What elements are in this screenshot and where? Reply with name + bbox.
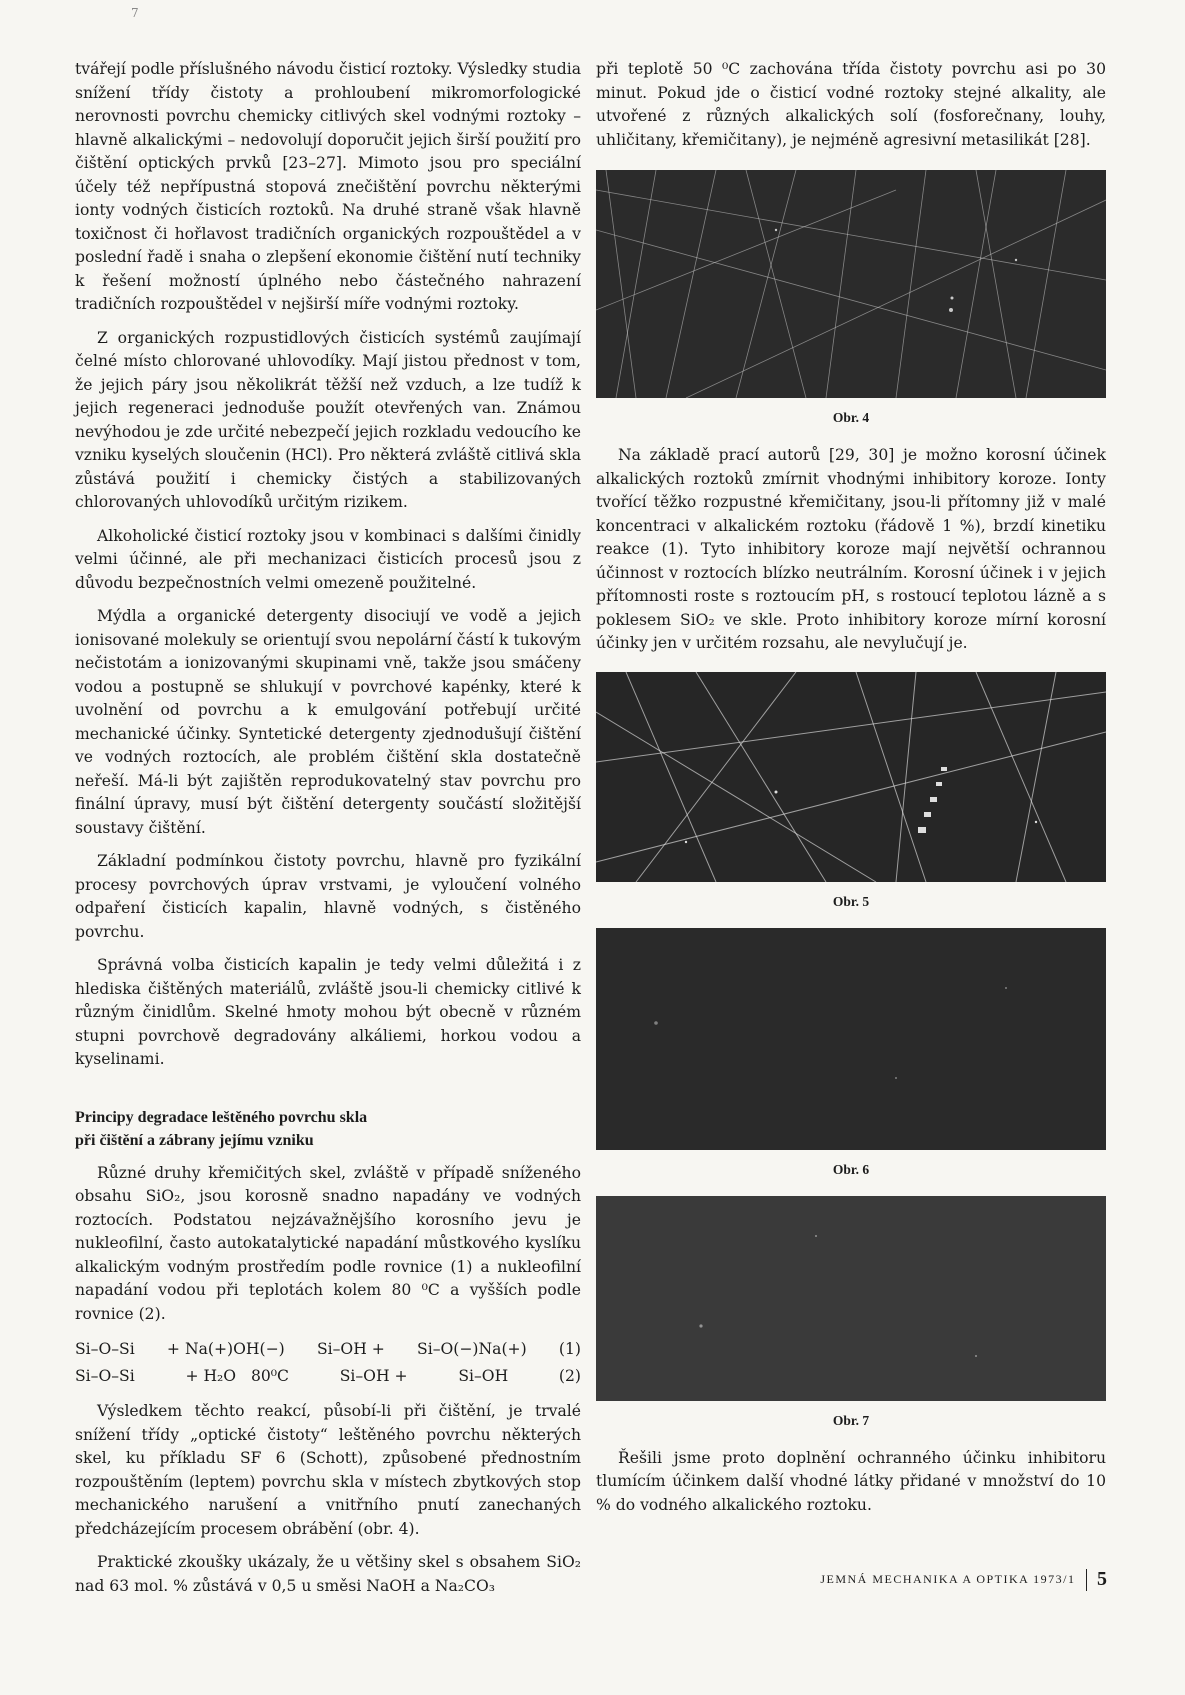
journal-name: JEMNÁ MECHANIKA A OPTIKA 1973/1 <box>820 1572 1076 1586</box>
equation-rhs: Si–O(−)Na(+) <box>417 1340 527 1358</box>
paragraph: Mýdla a organické detergenty disociují ve vodě a jejich ionisované molekuly se orientují svou nepolární částí k tukovým nečistotám a ionizovanými skupinami vně, takže jsou smáčeny vodou a postupně se shlukují v povrchové kapénky, které k uvolnění od povrchu a k emulgování potřebují určité mechanické účinky. Syntetické detergenty zjednodušují čištění ve vodných roztocích, ale problém čištění skla dostatečně neřeší. Má-li být zajištěn reprodukovatelný stav povrchu pro finální úpravy, musí být čištění detergenty součástí složitější soustavy čištění. <box>75 607 581 837</box>
equation-2 <box>75 1363 581 1390</box>
figure-5-caption: Obr. 5 <box>832 893 870 909</box>
equation-rhs: Si–OH <box>458 1367 509 1385</box>
figure-7 <box>596 1196 1106 1429</box>
figure-5-photo <box>596 672 1106 882</box>
right-column <box>596 58 1106 1527</box>
scratch-texture <box>596 170 1106 398</box>
footer-divider <box>1086 1569 1088 1591</box>
equation-mid: Si–OH + <box>339 1367 408 1385</box>
photo-texture <box>596 928 1106 1150</box>
page-number: 5 <box>1097 1568 1107 1590</box>
paragraph: Správná volba čisticích kapalin je tedy velmi důležitá i z hlediska čištěných materiálů, zvláště jsou-li chemicky citlivé k různým činidlům. Skelné hmoty mohou být obecně v různém stupni povrchově degradovány alkáliemi, horkou vodou a kyselinami. <box>75 956 581 1068</box>
figure-6-photo <box>596 928 1106 1150</box>
equation-lhs: Si–O–Si <box>75 1340 135 1358</box>
paragraph: Řešili jsme proto doplnění ochranného účinku inhibitoru tlumícím účinkem další vhodné látky přidané v množství do 10 % do vodného alkalického roztoku. <box>596 1448 1106 1514</box>
equation-number: (2) <box>558 1367 581 1385</box>
page-mark: 7 <box>131 6 139 20</box>
paragraph: Praktické zkoušky ukázaly, že u většiny skel s obsahem SiO₂ nad 63 mol. % zůstává v 0,5 u směsi NaOH a Na₂CO₃ <box>75 1553 581 1595</box>
equation-op: + Na(+)OH(−) <box>166 1340 285 1358</box>
paragraph: Různé druhy křemičitých skel, zvláště v případě sníženého obsahu SiO₂, jsou korosně snadno napadány ve vodných roztocích. Podstatou nejzávažnějšího korosního jevu je nukleofilní, často autokatalytické napadání můstkového kyslíku alkalickým vodným prostředím podle rovnice (1) a nukleofilní napadání vodou při teplotách kolem 80 ⁰C a vyšších podle rovnice (2). <box>75 1163 581 1323</box>
section-heading-line: při čištění a zábrany jejímu vzniku <box>75 1131 314 1149</box>
equation-op: + H₂O 80⁰C <box>185 1367 289 1385</box>
scratch-texture <box>596 672 1106 882</box>
section-heading-line: Principy degradace leštěného povrchu skla <box>75 1108 368 1126</box>
figure-7-photo <box>596 1196 1106 1401</box>
equation-number: (1) <box>558 1340 581 1358</box>
figure-5 <box>596 672 1106 910</box>
paragraph: Alkoholické čisticí roztoky jsou v kombinaci s dalšími činidly velmi účinné, ale při mechanizaci čisticích procesů jsou z důvodu bezpečnostních velmi omezeně použitelné. <box>75 526 581 592</box>
left-column <box>75 58 581 1608</box>
paragraph: Základní podmínkou čistoty povrchu, hlavně pro fyzikální procesy povrchových úprav vrstvami, je vyloučení volného odpaření čisticích kapalin, hlavně vodných, s čistěného povrchu. <box>75 852 581 941</box>
figure-4-caption: Obr. 4 <box>832 410 870 425</box>
equations <box>75 1336 581 1390</box>
equation-1 <box>75 1336 581 1363</box>
paragraph: Z organických rozpustidlových čisticích systémů zaujímají čelné místo chlorované uhlovodíky. Mají jistou přednost v tom, že jejich páry jsou několikrát těžší než vzduch, a lze tudíž k jejich regeneraci jednoduše použít otevřených van. Známou nevýhodou je zde určité nebezpečí jejich rozkladu vedoucího ke vzniku kyselých sloučenin (HCl). Pro některá zvláště citlivá skla zůstává použití i chemicky čistých a stabilizovaných chlorovaných uhlovodíků určitým rizikem. <box>75 328 581 511</box>
section-heading <box>75 1106 581 1152</box>
page-footer <box>820 1568 1107 1591</box>
figure-6 <box>596 928 1106 1178</box>
figure-7-caption: Obr. 7 <box>832 1412 870 1428</box>
equation-mid: Si–OH + <box>316 1340 385 1358</box>
paragraph: tvářejí podle příslušného návodu čisticí roztoky. Výsledky studia snížení třídy čistoty a prohloubení mikromorfologické nerovnosti povrchu chemicky citlivých skel vodnými roztoky – hlavně alkalickými – nedovolují doporučit jejich širší použití pro čištění optických prvků [23–27]. Mimoto jsou pro speciální účely též nepřípustná stopová znečištění povrchu některými ionty vodných čisticích roztoků. Na druhé straně však hlavně toxičnost či hořlavost tradičních organických rozpouštědel a v poslední řadě i snaha o zlepšení ekonomie čištění nutí techniky k řešení možností úplného nebo částečného nahrazení tradičních rozpouštědel v nejširší míře vodnými roztoky. <box>75 60 581 313</box>
paragraph: Na základě prací autorů [29, 30] je možno korosní účinek alkalických roztoků zmírnit vhodnými inhibitory koroze. Ionty tvořící těžko rozpustné křemičitany, jsou-li přítomny již v malé koncentraci v alkalickém roztoku (řádově 1 %), brzdí kinetiku reakce (1). Tyto inhibitory koroze mají největší ochrannou účinnost v roztocích blízko neutrálním. Korosní účinek i v jejich přítomnosti roste s roztoucím pH, s rostoucí teplotou lázně a s poklesem SiO₂ ve skle. Proto inhibitory koroze mírní korosní účinky jen v určitém rozsahu, ale nevylučují je. <box>596 446 1106 652</box>
paragraph: při teplotě 50 ⁰C zachována třída čistoty povrchu asi po 30 minut. Pokud jde o čisticí vodné roztoky stejné alkality, ale utvořené z různých alkalických solí (fosforečnany, louhy, uhličitany, křemičitany), je nejméně agresivní metasilikát [28]. <box>596 60 1106 149</box>
figure-6-caption: Obr. 6 <box>832 1161 870 1177</box>
equation-lhs: Si–O–Si <box>75 1367 135 1385</box>
figure-4 <box>596 170 1106 426</box>
figure-4-photo <box>596 170 1106 398</box>
photo-texture <box>596 1196 1106 1401</box>
paragraph: Výsledkem těchto reakcí, působí-li při čištění, je trvalé snížení třídy „optické čistoty“ leštěného povrchu některých skel, ku příkladu SF 6 (Schott), způsobené přednostním rozpouštěním (leptem) povrchu skla v místech zbytkových stop mechanického narušení a vnitřního pnutí zanechaných předcházejícím procesem obrábění (obr. 4). <box>75 1402 581 1538</box>
